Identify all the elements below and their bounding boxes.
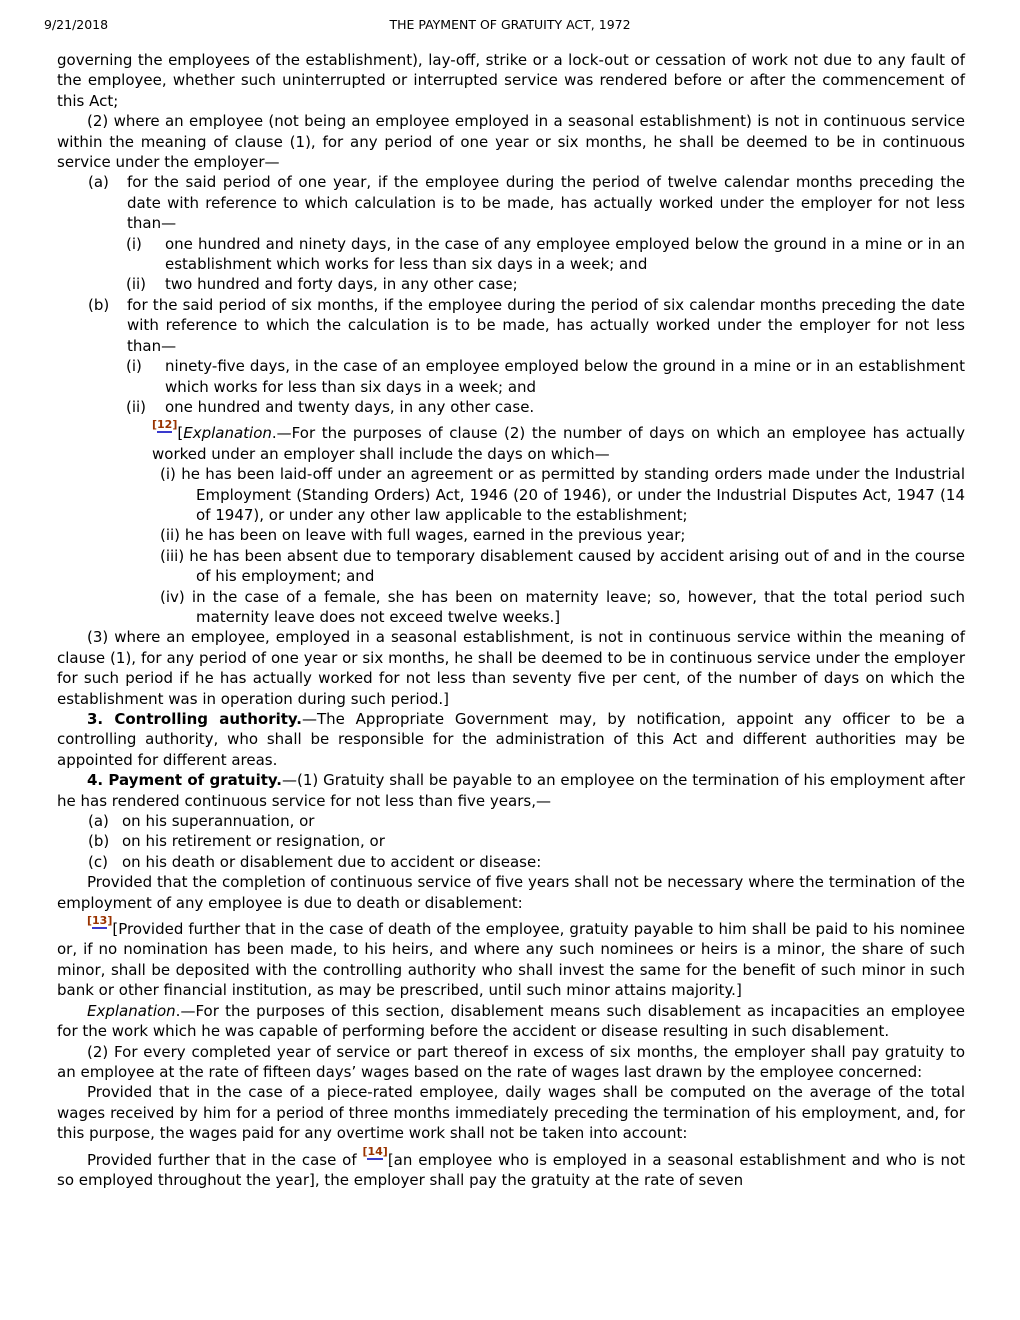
ref-bracket: [ bbox=[87, 914, 93, 928]
ref-number: 14 bbox=[367, 1144, 383, 1158]
footnote-ref-14[interactable] bbox=[362, 1145, 387, 1158]
print-header bbox=[0, 0, 1020, 33]
clause-2-item-b bbox=[57, 295, 965, 356]
para-continuation bbox=[57, 50, 965, 111]
section-3 bbox=[57, 709, 965, 770]
section-4-item-c bbox=[57, 852, 965, 872]
para-text: (3) where an employee, employed in a seasonal establishment, is not in continuous service within the meaning of clause (1), for any period of one year or six months, he shall be deemed to be in continuous service under the employer for such period if he has actually worked for not less than seventy five per cent, of the number of days on which the establishment was in operation during such period.] bbox=[57, 628, 965, 708]
list-text: one hundred and twenty days, in any other case. bbox=[165, 397, 535, 416]
para-text: —(1) Gratuity shall be payable to an employee on the termination of his employment after he has rendered continuous service for not less than five years,— bbox=[57, 771, 965, 810]
print-date: 9/21/2018 bbox=[44, 17, 109, 32]
section-heading: 3. Controlling authority. bbox=[87, 710, 303, 728]
clause-2-item-a bbox=[57, 172, 965, 233]
explanation-1-item-iv bbox=[160, 587, 965, 628]
ref-bracket: [ bbox=[152, 418, 158, 432]
list-marker: (c) bbox=[88, 852, 108, 871]
proviso-3 bbox=[57, 1082, 965, 1143]
explanation-label: Explanation bbox=[183, 424, 272, 443]
explanation-1-item-iii bbox=[160, 546, 965, 587]
list-text: one hundred and ninety days, in the case of any employee employed below the ground in a mine or in an establishment which works for less than six days in a week; and bbox=[165, 234, 965, 274]
para-text: Provided further that in the case of bbox=[87, 1150, 363, 1169]
explanation-1-item-i bbox=[160, 464, 965, 525]
para-text: governing the employees of the establishment), lay-off, strike or a lock-out or cessation of work not due to any fault of the employee, whether such uninterrupted or interrupted service was rendered before or after the commencement of this Act; bbox=[57, 51, 965, 110]
list-text: on his superannuation, or bbox=[122, 812, 315, 831]
footnote-ref-12[interactable] bbox=[152, 418, 177, 431]
list-marker: (i) bbox=[126, 357, 142, 376]
explanation-body: .—For the purposes of clause (2) the number of days on which an employee has actually worked under an employer shall include the days on which— bbox=[152, 424, 965, 463]
section-4-intro bbox=[57, 770, 965, 811]
clause-4-2 bbox=[57, 1042, 965, 1083]
list-marker: (b) bbox=[88, 832, 110, 851]
clause-3 bbox=[57, 627, 965, 709]
section-4-item-a bbox=[57, 811, 965, 831]
list-marker: (ii) bbox=[126, 397, 147, 416]
ref-bracket: [ bbox=[362, 1144, 368, 1158]
proviso-2 bbox=[57, 914, 965, 1001]
explanation-body: .—For the purposes of this section, disablement means such disablement as incapacities an employee for the work which he was capable of performing before the accident or disease resulting in such disablement. bbox=[57, 1001, 965, 1041]
para-text: [Provided further that in the case of death of the employee, gratuity payable to him shall be paid to his nominee or, if no nomination has been made, to his heirs, and where any such nominees or heirs is a minor, the share of such minor, shall be deposited with the controlling authority who shall invest the same for the benefit of such minor in such bank or other financial institution, as may be prescribed, until such minor attains majority.] bbox=[57, 920, 965, 1000]
clause-2-item-b-i bbox=[57, 356, 965, 397]
list-text: he has been laid-off under an agreement or as permitted by standing orders made under the Industrial Employment (Standing Orders) Act, 1946 (20 of 1946), or under the Industrial Disputes Act, 1947 (14 of 1947), or under any other law applicable to the establishment; bbox=[181, 465, 965, 524]
para-text: Provided that the completion of continuous service of five years shall not be necessary where the termination of the employment of any employee is due to death or disablement: bbox=[57, 873, 965, 912]
list-text: ninety-five days, in the case of an employee employed below the ground in a mine or in an establishment which works for less than six days in a week; and bbox=[165, 357, 965, 396]
list-marker: (i) bbox=[160, 465, 176, 484]
ref-bracket: ] bbox=[172, 418, 178, 432]
para-text: Provided that in the case of a piece-rated employee, daily wages shall be computed on the average of the total wages received by him for a period of three months immediately preceding the termination of his employment, and, for this purpose, the wages paid for any overtime work shall not be taken into account: bbox=[57, 1083, 965, 1143]
proviso-4 bbox=[57, 1144, 966, 1191]
ref-number: 12 bbox=[157, 418, 173, 432]
list-marker: (b) bbox=[88, 295, 110, 314]
list-text: he has been absent due to temporary disablement caused by accident arising out of and in the course of his employment; and bbox=[189, 546, 965, 586]
page-title: THE PAYMENT OF GRATUITY ACT, 1972 bbox=[389, 17, 631, 32]
list-text: on his death or disablement due to accident or disease: bbox=[122, 852, 542, 871]
section-4-item-b bbox=[57, 831, 965, 851]
list-text: for the said period of six months, if the employee during the period of six calendar months preceding the date with reference to which the calculation is to be made, has actually worked under the employer for not less than— bbox=[127, 295, 965, 355]
clause-2-item-a-ii bbox=[57, 274, 965, 294]
list-marker: (iv) bbox=[160, 587, 185, 606]
footnote-ref-13[interactable] bbox=[87, 914, 112, 927]
list-text: in the case of a female, she has been on maternity leave; so, however, that the total period such maternity leave does not exceed twelve weeks.] bbox=[191, 587, 965, 626]
clause-2-item-a-i bbox=[57, 234, 965, 275]
para-text: —The Appropriate Government may, by notification, appoint any officer to be a controlling authority, who shall be responsible for the administration of this Act and different authorities may be appointed for different areas. bbox=[57, 710, 965, 769]
list-marker: (a) bbox=[88, 812, 109, 831]
clause-2-item-b-ii bbox=[57, 397, 965, 417]
list-text: for the said period of one year, if the employee during the period of twelve calendar months preceding the date with reference to which calculation is to be made, has actually worked under the employer for not less than— bbox=[127, 173, 965, 233]
para-text: [an employee who is employed in a seasonal establishment and who is not so employed throughout the year], the employer shall pay the gratuity at the rate of seven bbox=[57, 1150, 966, 1189]
explanation-1 bbox=[152, 418, 965, 464]
document-body bbox=[57, 50, 965, 1190]
list-marker: (iii) bbox=[160, 546, 185, 565]
ref-bracket: ] bbox=[107, 914, 113, 928]
list-text: two hundred and forty days, in any other case; bbox=[165, 275, 518, 294]
explanation-1-item-ii bbox=[160, 525, 965, 545]
clause-2-intro bbox=[57, 111, 965, 172]
list-marker: (i) bbox=[126, 234, 142, 253]
bracket: [ bbox=[177, 424, 184, 443]
list-marker: (ii) bbox=[126, 275, 147, 294]
list-text: he has been on leave with full wages, earned in the previous year; bbox=[184, 526, 686, 545]
section-heading: 4. Payment of gratuity. bbox=[87, 771, 283, 790]
list-marker: (ii) bbox=[160, 526, 181, 545]
ref-bracket: ] bbox=[382, 1144, 388, 1158]
list-text: on his retirement or resignation, or bbox=[122, 832, 385, 851]
explanation-label: Explanation bbox=[87, 1001, 176, 1020]
proviso-1 bbox=[57, 872, 965, 913]
para-text: (2) For every completed year of service or part thereof in excess of six months, the employer shall pay gratuity to an employee at the rate of fifteen days’ wages based on the rate of wages last drawn by the employee concerned: bbox=[57, 1042, 965, 1081]
para-text: (2) where an employee (not being an employee employed in a seasonal establishment) is not in continuous service within the meaning of clause (1), for any period of one year or six months, he shall be deemed to be in continuous service under the employer— bbox=[57, 112, 965, 172]
list-marker: (a) bbox=[88, 173, 109, 192]
explanation-2 bbox=[57, 1001, 965, 1042]
ref-number: 13 bbox=[92, 914, 108, 928]
